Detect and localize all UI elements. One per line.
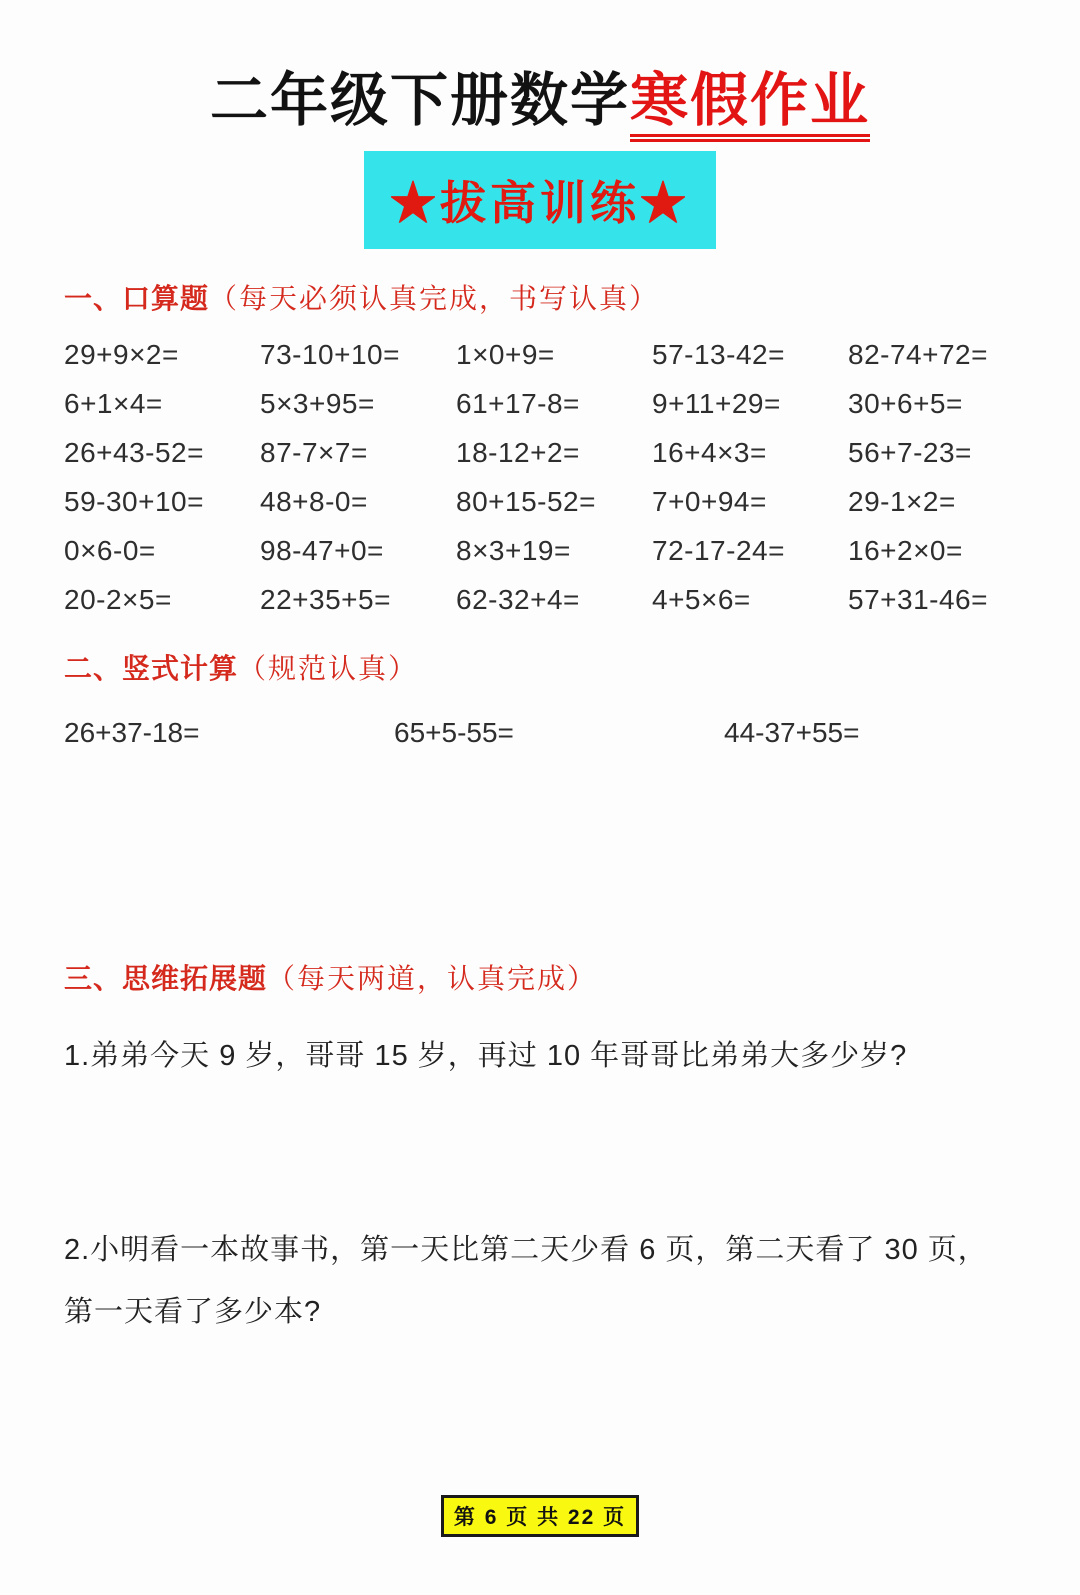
word-problem-1: 1.弟弟今天 9 岁，哥哥 15 岁，再过 10 年哥哥比弟弟大多少岁? [64,1039,908,1072]
section2-heading [64,647,1080,687]
math-problem: 72-17-24= [652,535,785,567]
math-problem: 26+43-52= [64,437,204,469]
math-problem: 5×3+95= [260,388,375,420]
math-problem: 57+31-46= [848,584,988,616]
section3-heading-title: 三、思维拓展题 [64,962,268,994]
math-problem: 16+2×0= [848,535,963,567]
section3-heading-note: （每天两道，认真完成） [267,962,598,994]
math-problem: 82-74+72= [848,339,988,371]
oral-problems-grid [64,331,1080,625]
math-problem: 26+37-18= [64,716,200,748]
word-problem-2: 2.小明看一本故事书，第一天比第二天少看 6 页，第二天看了 30 页，第一天看了多少本? [64,1233,988,1328]
math-problem: 57-13-42= [652,339,785,371]
math-problem: 62-32+4= [456,584,580,616]
section1-heading-note: （每天必须认真完成，书写认真） [209,282,660,314]
math-problem: 44-37+55= [724,716,860,748]
math-problem: 73-10+10= [260,339,400,371]
math-problem: 29-1×2= [848,486,956,518]
page-title-red-underlined: 寒假作业 [630,68,870,142]
math-problem: 98-47+0= [260,535,384,567]
section1-heading [64,277,1080,317]
training-banner: ★拔高训练★ [364,151,716,249]
page-title [0,68,1080,135]
math-problem: 7+0+94= [652,486,767,518]
written-work-space [0,749,1080,957]
footer [0,1495,1080,1537]
math-problem: 87-7×7= [260,437,368,469]
math-problem: 1×0+9= [456,339,555,371]
math-problem: 65+5-55= [394,716,514,748]
math-problem: 6+1×4= [64,388,163,420]
math-problem: 48+8-0= [260,486,368,518]
page-title-black: 二年级下册数学 [209,68,630,133]
math-problem: 61+17-8= [456,388,580,420]
math-problem: 9+11+29= [652,388,781,420]
banner-row [0,151,1080,249]
math-problem: 22+35+5= [260,584,391,616]
math-problem: 20-2×5= [64,584,172,616]
section2-heading-note: （规范认真） [238,652,419,684]
page-number-badge: 第 6 页 共 22 页 [441,1495,639,1537]
math-problem: 4+5×6= [652,584,751,616]
math-problem: 56+7-23= [848,437,972,469]
section2-heading-title: 二、竖式计算 [64,652,239,684]
math-problem: 29+9×2= [64,339,179,371]
section3-heading [64,957,1080,997]
math-problem: 30+6+5= [848,388,963,420]
worksheet-page [0,68,1080,1595]
section1-heading-title: 一、口算题 [64,282,210,314]
math-problem: 8×3+19= [456,535,571,567]
math-problem: 18-12+2= [456,437,580,469]
math-problem: 59-30+10= [64,486,204,518]
math-problem: 0×6-0= [64,535,156,567]
math-problem: 16+4×3= [652,437,767,469]
math-problem: 80+15-52= [456,486,596,518]
vertical-calc-row [64,717,1080,749]
